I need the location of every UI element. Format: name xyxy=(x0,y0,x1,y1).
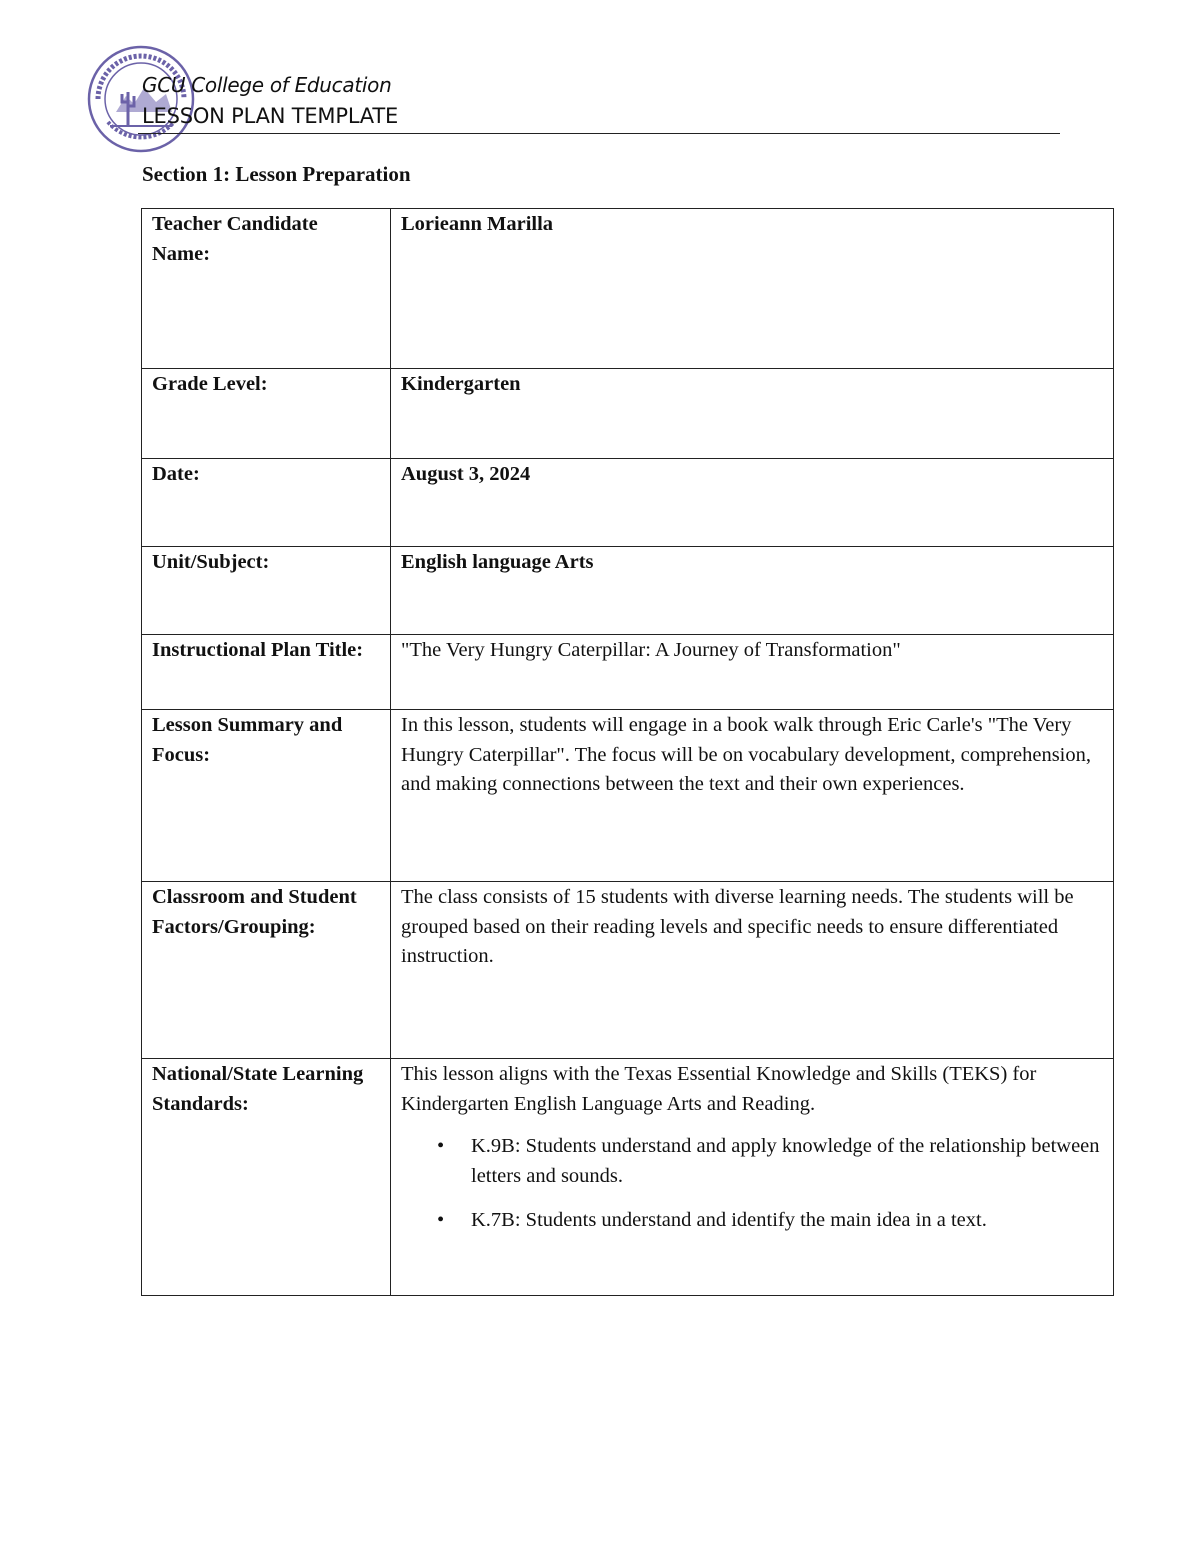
row-value-standards xyxy=(391,1059,1114,1296)
list-item xyxy=(437,1206,1103,1236)
university-seal-icon xyxy=(86,44,196,154)
row-label-standards: National/State Learning Standards: xyxy=(142,1059,391,1296)
row-label-plan-title: Instructional Plan Title: xyxy=(142,635,391,710)
row-value-grade-level: Kindergarten xyxy=(391,369,1114,459)
list-item xyxy=(437,1132,1103,1191)
document-header xyxy=(86,44,1060,154)
row-label-date: Date: xyxy=(142,459,391,547)
bullet-icon: • xyxy=(437,1209,445,1231)
section-heading: Section 1: Lesson Preparation xyxy=(142,162,411,186)
row-label-classroom-factors: Classroom and Student Factors/Grouping: xyxy=(142,882,391,1059)
standard-text: K.9B: Students understand and apply knowledge of the relationship between letters and sounds. xyxy=(471,1135,1100,1187)
row-label-grade-level: Grade Level: xyxy=(142,369,391,459)
row-value-classroom-factors: The class consists of 15 students with diverse learning needs. The students will be grouped based on their reading levels and specific needs to ensure differentiated instruction. xyxy=(391,882,1114,1059)
college-name: GCU College of Education xyxy=(142,73,392,97)
standards-list xyxy=(401,1132,1103,1236)
lesson-preparation-table xyxy=(141,208,1114,1296)
row-value-plan-title: "The Very Hungry Caterpillar: A Journey of Transformation" xyxy=(391,635,1114,710)
row-label-teacher-name: Teacher Candidate Name: xyxy=(142,209,391,369)
bullet-icon: • xyxy=(437,1135,445,1157)
row-value-teacher-name: Lorieann Marilla xyxy=(391,209,1114,369)
table-row xyxy=(142,882,1114,1059)
standards-intro: This lesson aligns with the Texas Essential Knowledge and Skills (TEKS) for Kindergarten English Language Arts and Reading. xyxy=(401,1063,1037,1115)
standard-text: K.7B: Students understand and identify the main idea in a text. xyxy=(471,1209,987,1231)
row-label-unit-subject: Unit/Subject: xyxy=(142,547,391,635)
table-row xyxy=(142,369,1114,459)
template-title: LESSON PLAN TEMPLATE xyxy=(142,104,399,128)
table-row xyxy=(142,459,1114,547)
row-value-unit-subject: English language Arts xyxy=(391,547,1114,635)
table-row xyxy=(142,209,1114,369)
row-label-summary: Lesson Summary and Focus: xyxy=(142,710,391,882)
table-row xyxy=(142,635,1114,710)
table-row xyxy=(142,547,1114,635)
row-value-date: August 3, 2024 xyxy=(391,459,1114,547)
row-value-summary: In this lesson, students will engage in a book walk through Eric Carle's "The Very Hungry Caterpillar". The focus will be on vocabulary development, comprehension, and making connections between the text and their own experiences. xyxy=(391,710,1114,882)
header-divider xyxy=(138,133,1060,134)
table-row xyxy=(142,1059,1114,1296)
table-row xyxy=(142,710,1114,882)
